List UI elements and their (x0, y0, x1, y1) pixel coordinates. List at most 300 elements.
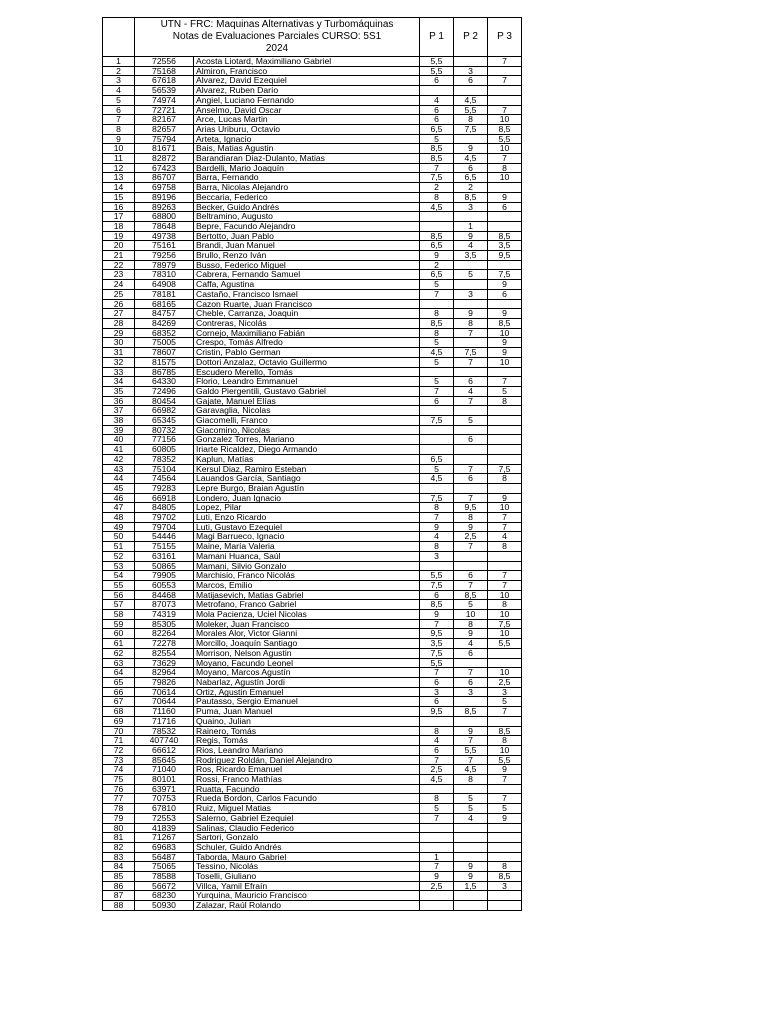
student-name: Mamani, Silvio Gonzalo (194, 561, 420, 571)
grade-p3: 7 (488, 571, 522, 581)
table-row (103, 95, 522, 105)
grade-p1: 9,5 (420, 707, 454, 717)
student-name: Ortiz, Agustin Emanuel (194, 687, 420, 697)
row-number: 4 (103, 86, 135, 96)
grade-p2: 9 (454, 144, 488, 154)
row-number: 11 (103, 154, 135, 164)
grade-p1 (420, 823, 454, 833)
legajo: 74319 (135, 610, 194, 620)
row-number: 85 (103, 872, 135, 882)
row-number: 32 (103, 357, 135, 367)
table-row (103, 648, 522, 658)
grade-p2 (454, 483, 488, 493)
grade-p2: 8 (454, 115, 488, 125)
row-number: 67 (103, 697, 135, 707)
grade-p2 (454, 833, 488, 843)
grade-p2 (454, 86, 488, 96)
row-number: 41 (103, 445, 135, 455)
header-p2: P 2 (454, 18, 488, 57)
table-row (103, 765, 522, 775)
legajo: 75104 (135, 464, 194, 474)
grade-p3: 7 (488, 794, 522, 804)
grade-p1: 5 (420, 377, 454, 387)
row-number: 74 (103, 765, 135, 775)
student-name: Magi Barrueco, Ignacio (194, 532, 420, 542)
student-name: Morales Alor, Victor Gianni (194, 629, 420, 639)
table-row (103, 775, 522, 785)
grade-p3 (488, 561, 522, 571)
table-row (103, 76, 522, 86)
table-row (103, 192, 522, 202)
legajo: 78588 (135, 872, 194, 882)
grade-p2 (454, 901, 488, 911)
row-number: 36 (103, 396, 135, 406)
row-number: 26 (103, 299, 135, 309)
student-name: Arias Uriburu, Octavio (194, 124, 420, 134)
table-row (103, 299, 522, 309)
table-row (103, 687, 522, 697)
grade-p1: 7 (420, 289, 454, 299)
grade-p3: 8,5 (488, 231, 522, 241)
grade-p2: 6 (454, 163, 488, 173)
legajo: 89263 (135, 202, 194, 212)
grade-p1: 8,5 (420, 144, 454, 154)
table-row (103, 57, 522, 67)
legajo: 68230 (135, 891, 194, 901)
row-number: 13 (103, 173, 135, 183)
grade-p1: 7 (420, 619, 454, 629)
row-number: 35 (103, 386, 135, 396)
row-number: 72 (103, 745, 135, 755)
grade-p2 (454, 425, 488, 435)
grade-p3: 10 (488, 357, 522, 367)
grade-p1: 4 (420, 95, 454, 105)
legajo: 80732 (135, 425, 194, 435)
grade-p2: 3,5 (454, 251, 488, 261)
legajo: 84468 (135, 590, 194, 600)
grade-p3: 5 (488, 697, 522, 707)
legajo: 69683 (135, 842, 194, 852)
grade-p2: 7 (454, 755, 488, 765)
row-number: 69 (103, 716, 135, 726)
grade-p2 (454, 551, 488, 561)
grade-p3 (488, 406, 522, 416)
student-name: Escudero Merello, Tomás (194, 367, 420, 377)
legajo: 78352 (135, 454, 194, 464)
grade-p1: 7,5 (420, 648, 454, 658)
grade-p3: 4 (488, 532, 522, 542)
grade-p3: 8 (488, 163, 522, 173)
student-name: Arteta, Ignacio (194, 134, 420, 144)
student-name: Yurquina, Mauricio Francisco (194, 891, 420, 901)
grade-p1: 7 (420, 755, 454, 765)
row-number: 29 (103, 328, 135, 338)
student-name: Gajate, Manuel Elías (194, 396, 420, 406)
grade-p3: 9 (488, 765, 522, 775)
grade-p1: 9 (420, 610, 454, 620)
row-number: 56 (103, 590, 135, 600)
grade-p1: 7,5 (420, 493, 454, 503)
student-name: Salinas, Claudio Federico (194, 823, 420, 833)
table-row (103, 707, 522, 717)
grade-p3: 7,5 (488, 619, 522, 629)
row-number: 7 (103, 115, 135, 125)
student-name: Moyano, Facundo Leonel (194, 658, 420, 668)
grade-p2: 8,5 (454, 707, 488, 717)
table-row (103, 328, 522, 338)
row-number: 70 (103, 726, 135, 736)
table-row (103, 144, 522, 154)
grade-p2: 7 (454, 493, 488, 503)
grade-p3 (488, 852, 522, 862)
grade-p3: 8,5 (488, 318, 522, 328)
grade-p2: 9 (454, 872, 488, 882)
table-row (103, 221, 522, 231)
grade-p1 (420, 299, 454, 309)
row-number: 51 (103, 542, 135, 552)
grade-p1 (420, 445, 454, 455)
legajo: 49738 (135, 231, 194, 241)
row-number: 20 (103, 241, 135, 251)
grade-p3: 7 (488, 580, 522, 590)
row-number: 25 (103, 289, 135, 299)
legajo: 78648 (135, 221, 194, 231)
legajo: 72556 (135, 57, 194, 67)
student-name: Bertotto, Juan Pablo (194, 231, 420, 241)
legajo: 72553 (135, 813, 194, 823)
student-name: Marchisio, Franco Nicolás (194, 571, 420, 581)
legajo: 56539 (135, 86, 194, 96)
row-number: 5 (103, 95, 135, 105)
row-number: 37 (103, 406, 135, 416)
grade-p1: 8 (420, 542, 454, 552)
grade-p3 (488, 221, 522, 231)
student-name: Giacomino, Nicolas (194, 425, 420, 435)
row-number: 31 (103, 348, 135, 358)
header-p1: P 1 (420, 18, 454, 57)
table-row (103, 590, 522, 600)
table-row (103, 251, 522, 261)
legajo: 71160 (135, 707, 194, 717)
table-row (103, 270, 522, 280)
student-name: Luti, Gustavo Ezequiel (194, 522, 420, 532)
student-name: Becker, Guido Andrés (194, 202, 420, 212)
grade-p2: 4 (454, 386, 488, 396)
legajo: 60553 (135, 580, 194, 590)
grade-p1 (420, 406, 454, 416)
row-number: 8 (103, 124, 135, 134)
student-name: Gonzalez Torres, Mariano (194, 435, 420, 445)
table-row (103, 794, 522, 804)
grade-p1: 6 (420, 105, 454, 115)
grade-p3: 10 (488, 328, 522, 338)
grade-p2: 3 (454, 687, 488, 697)
grade-p1: 4,5 (420, 202, 454, 212)
row-number: 49 (103, 522, 135, 532)
student-name: Schuler, Guido Andrés (194, 842, 420, 852)
table-row (103, 503, 522, 513)
table-row (103, 183, 522, 193)
row-number: 43 (103, 464, 135, 474)
row-number: 18 (103, 221, 135, 231)
grade-p1: 8,5 (420, 154, 454, 164)
grade-p2 (454, 134, 488, 144)
grade-p3: 6 (488, 289, 522, 299)
legajo: 85645 (135, 755, 194, 765)
legajo: 63161 (135, 551, 194, 561)
grade-p1: 5 (420, 464, 454, 474)
table-row (103, 551, 522, 561)
grade-p2: 5,5 (454, 105, 488, 115)
table-row (103, 377, 522, 387)
student-name: Luti, Enzo Ricardo (194, 513, 420, 523)
row-number: 54 (103, 571, 135, 581)
grade-p3: 7 (488, 707, 522, 717)
table-row (103, 445, 522, 455)
grade-p1 (420, 784, 454, 794)
student-name: Cabrera, Fernando Samuel (194, 270, 420, 280)
row-number: 12 (103, 163, 135, 173)
grade-p3 (488, 425, 522, 435)
grade-p3 (488, 367, 522, 377)
grade-p3: 9 (488, 493, 522, 503)
grade-p2 (454, 406, 488, 416)
grade-p3: 5,5 (488, 639, 522, 649)
grade-p3: 10 (488, 173, 522, 183)
table-row (103, 66, 522, 76)
grade-p1: 8 (420, 192, 454, 202)
grade-p1: 9,5 (420, 629, 454, 639)
grade-p3: 9 (488, 348, 522, 358)
student-name: Salerno, Gabriel Ezequiel (194, 813, 420, 823)
row-number: 14 (103, 183, 135, 193)
table-row (103, 173, 522, 183)
grade-p1 (420, 833, 454, 843)
grade-p1: 6 (420, 697, 454, 707)
grade-p3: 9,5 (488, 251, 522, 261)
grade-p3 (488, 435, 522, 445)
table-row (103, 464, 522, 474)
table-row (103, 474, 522, 484)
legajo: 56672 (135, 881, 194, 891)
grade-p3: 8 (488, 600, 522, 610)
grade-p2: 4,5 (454, 765, 488, 775)
grade-p1: 8 (420, 794, 454, 804)
student-name: Caffa, Agustina (194, 280, 420, 290)
grade-p3: 7 (488, 513, 522, 523)
legajo: 82264 (135, 629, 194, 639)
grade-p1: 5,5 (420, 57, 454, 67)
title-line-1: UTN - FRC: Maquinas Alternativas y Turbomáquinas (160, 19, 394, 30)
student-name: Morcillo, Joaquín Santiago (194, 639, 420, 649)
grade-p2: 7 (454, 357, 488, 367)
grade-p1: 6,5 (420, 454, 454, 464)
grade-p2: 3 (454, 289, 488, 299)
row-number: 42 (103, 454, 135, 464)
grade-p1: 4,5 (420, 474, 454, 484)
row-number: 82 (103, 842, 135, 852)
grade-p1: 8 (420, 503, 454, 513)
grades-body (103, 57, 522, 911)
table-row (103, 493, 522, 503)
legajo: 70644 (135, 697, 194, 707)
grade-p3: 7 (488, 57, 522, 67)
row-number: 84 (103, 862, 135, 872)
table-row (103, 289, 522, 299)
student-name: Ros, Ricardo Emanuel (194, 765, 420, 775)
row-number: 78 (103, 804, 135, 814)
student-name: Matijasevich, Matias Gabriel (194, 590, 420, 600)
table-row (103, 522, 522, 532)
grade-p1: 7 (420, 668, 454, 678)
grade-p1: 6 (420, 678, 454, 688)
table-row (103, 745, 522, 755)
grade-p2 (454, 823, 488, 833)
table-row (103, 513, 522, 523)
legajo: 64908 (135, 280, 194, 290)
grade-p3 (488, 784, 522, 794)
student-name: Angiel, Luciano Fernando (194, 95, 420, 105)
title-line-3: 2024 (265, 43, 289, 54)
row-number: 22 (103, 260, 135, 270)
row-number: 83 (103, 852, 135, 862)
student-name: Brullo, Renzo Iván (194, 251, 420, 261)
grade-p1: 9 (420, 522, 454, 532)
table-row (103, 668, 522, 678)
student-name: Rossi, Franco Mathías (194, 775, 420, 785)
grade-p3 (488, 212, 522, 222)
grade-p2: 9 (454, 231, 488, 241)
legajo: 82657 (135, 124, 194, 134)
table-row (103, 406, 522, 416)
legajo: 75155 (135, 542, 194, 552)
grade-p1: 8,5 (420, 600, 454, 610)
grade-p3 (488, 95, 522, 105)
grade-p3: 8 (488, 736, 522, 746)
table-row (103, 386, 522, 396)
row-number: 19 (103, 231, 135, 241)
legajo: 71040 (135, 765, 194, 775)
grade-p2: 9 (454, 309, 488, 319)
header-row (103, 18, 522, 57)
row-number: 75 (103, 775, 135, 785)
table-row (103, 105, 522, 115)
student-name: Rueda Bordon, Carlos Facundo (194, 794, 420, 804)
grade-p3: 8 (488, 862, 522, 872)
student-name: Lauandos García, Santiago (194, 474, 420, 484)
legajo: 41839 (135, 823, 194, 833)
student-name: Lopez, Pilar (194, 503, 420, 513)
grade-p2: 4 (454, 241, 488, 251)
student-name: Mola Pacienza, Uciel Nicolas (194, 610, 420, 620)
row-number: 23 (103, 270, 135, 280)
grade-p2: 3 (454, 202, 488, 212)
grade-p3: 7,5 (488, 464, 522, 474)
grade-p1: 2,5 (420, 881, 454, 891)
table-row (103, 629, 522, 639)
table-row (103, 872, 522, 882)
grade-p2 (454, 842, 488, 852)
table-row (103, 280, 522, 290)
grade-p2 (454, 260, 488, 270)
grade-p3: 5,5 (488, 134, 522, 144)
student-name: Barra, Nicolas Alejandro (194, 183, 420, 193)
grade-p3 (488, 260, 522, 270)
grade-p2: 5 (454, 416, 488, 426)
legajo: 66918 (135, 493, 194, 503)
legajo: 79905 (135, 571, 194, 581)
row-number: 39 (103, 425, 135, 435)
row-number: 34 (103, 377, 135, 387)
grade-p2: 7 (454, 396, 488, 406)
grade-p3 (488, 299, 522, 309)
table-row (103, 619, 522, 629)
grade-p1: 4 (420, 736, 454, 746)
grade-p2 (454, 784, 488, 794)
grade-p1: 6,5 (420, 270, 454, 280)
grade-p1: 7 (420, 386, 454, 396)
grade-p2: 8 (454, 318, 488, 328)
legajo: 68165 (135, 299, 194, 309)
grade-p3 (488, 842, 522, 852)
grade-p3: 7,5 (488, 270, 522, 280)
student-name: Crespo, Tomás Alfredo (194, 338, 420, 348)
student-name: Toselli, Giuliano (194, 872, 420, 882)
student-name: Moyano, Marcos Agustín (194, 668, 420, 678)
row-number: 50 (103, 532, 135, 542)
row-number: 9 (103, 134, 135, 144)
row-number: 57 (103, 600, 135, 610)
row-number: 76 (103, 784, 135, 794)
row-number: 45 (103, 483, 135, 493)
grade-p1 (420, 221, 454, 231)
legajo: 54446 (135, 532, 194, 542)
grade-p2: 5 (454, 794, 488, 804)
grade-p3: 10 (488, 668, 522, 678)
table-row (103, 241, 522, 251)
grade-p1: 4 (420, 532, 454, 542)
grade-p2: 8,5 (454, 590, 488, 600)
grade-p3: 8,5 (488, 124, 522, 134)
student-name: Castaño, Francisco Ismael (194, 289, 420, 299)
legajo: 68352 (135, 328, 194, 338)
grade-p2: 3 (454, 66, 488, 76)
legajo: 84269 (135, 318, 194, 328)
grade-p1: 5,5 (420, 658, 454, 668)
legajo: 68800 (135, 212, 194, 222)
row-number: 55 (103, 580, 135, 590)
legajo: 72721 (135, 105, 194, 115)
legajo: 86785 (135, 367, 194, 377)
table-row (103, 348, 522, 358)
legajo: 84757 (135, 309, 194, 319)
grade-p2: 7,5 (454, 348, 488, 358)
student-name: Pautasso, Sergio Emanuel (194, 697, 420, 707)
table-row (103, 842, 522, 852)
row-number: 65 (103, 678, 135, 688)
grade-p1: 7 (420, 813, 454, 823)
row-number: 60 (103, 629, 135, 639)
header-p3: P 3 (488, 18, 522, 57)
student-name: Florio, Leandro Emmanuel (194, 377, 420, 387)
grade-p3: 10 (488, 745, 522, 755)
table-row (103, 813, 522, 823)
table-row (103, 318, 522, 328)
table-row (103, 823, 522, 833)
table-row (103, 134, 522, 144)
table-row (103, 396, 522, 406)
legajo: 78979 (135, 260, 194, 270)
